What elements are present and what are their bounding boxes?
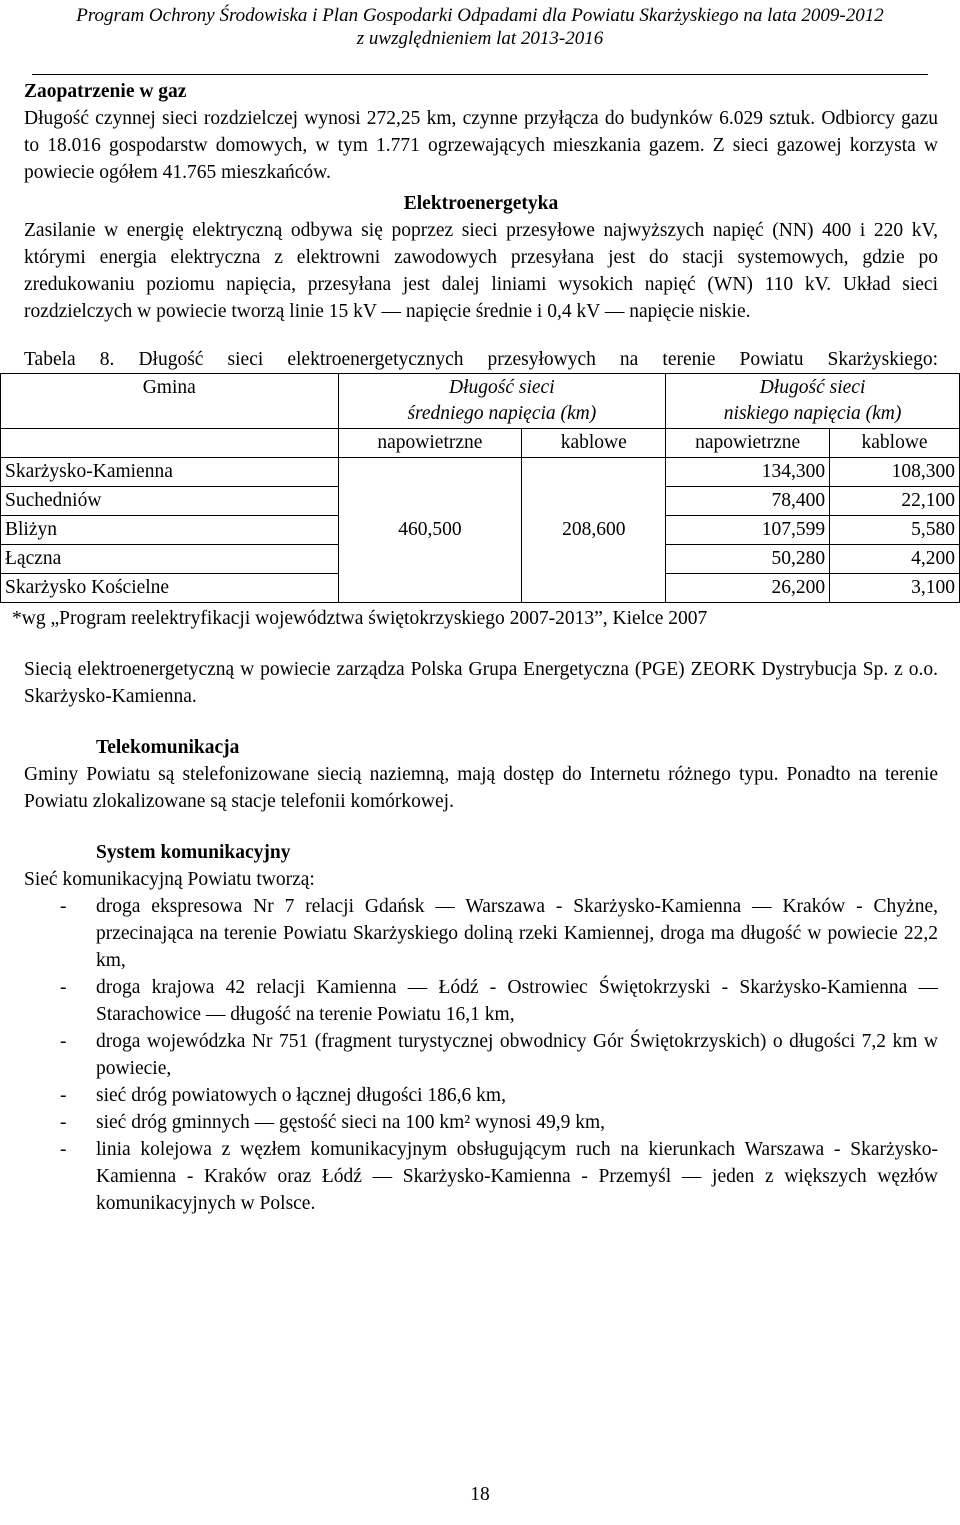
subheader-nn-napowietrzne: napowietrzne bbox=[666, 429, 830, 458]
list-item-text: droga wojewódzka Nr 751 (fragment turystycznej obwodnicy Gór Świętokrzyskich) o długości 7,2 km w powiecie, bbox=[96, 1031, 938, 1079]
cell-gmina: Suchedniów bbox=[1, 487, 339, 516]
header-line-2: z uwzględnieniem lat 2013-2016 bbox=[356, 28, 604, 49]
list-item-text: sieć dróg powiatowych o łącznej długości 186,6 km, bbox=[96, 1085, 506, 1106]
table-caption: Tabela 8. Długość sieci elektroenergetycznych przesyłowych na terenie Powiatu Skarżyskiego: bbox=[24, 349, 938, 370]
cell-sn-kablowe-total: 208,600 bbox=[522, 458, 666, 603]
header-medium-voltage-line2: średniego napięcia (km) bbox=[407, 403, 597, 424]
transport-list bbox=[24, 893, 938, 1217]
cell-nn-kablowe: 3,100 bbox=[830, 574, 960, 603]
telecom-paragraph: Gminy Powiatu są stelefonizowane siecią naziemną, mają dostęp do Internetu różnego typu. Ponadto na terenie Powiatu zlokalizowane są stacje telefonii komórkowej. bbox=[24, 764, 938, 812]
list-item-text: droga krajowa 42 relacji Kamienna — Łódź - Ostrowiec Świętokrzyski - Skarżysko-Kamienna — Starachowice — długość na terenie Powiatu 16,1 km, bbox=[96, 977, 938, 1025]
header-medium-voltage-line1: Długość sieci bbox=[449, 377, 555, 398]
cell-nn-napowietrzne: 50,280 bbox=[666, 545, 830, 574]
cell-nn-napowietrzne: 26,200 bbox=[666, 574, 830, 603]
cell-nn-kablowe: 22,100 bbox=[830, 487, 960, 516]
pge-paragraph: Siecią elektroenergetyczną w powiecie zarządza Polska Grupa Energetyczna (PGE) ZEORK Dystrybucja Sp. z o.o. Skarżysko-Kamienna. bbox=[24, 659, 938, 707]
list-item bbox=[24, 1109, 938, 1136]
cell-gmina: Łączna bbox=[1, 545, 339, 574]
cell-nn-napowietrzne: 134,300 bbox=[666, 458, 830, 487]
transport-heading: System komunikacyjny bbox=[96, 842, 291, 863]
subheader-nn-kablowe: kablowe bbox=[830, 429, 960, 458]
header-rule bbox=[32, 74, 928, 75]
cell-nn-napowietrzne: 107,599 bbox=[666, 516, 830, 545]
gas-heading: Zaopatrzenie w gaz bbox=[24, 81, 187, 102]
cell-gmina: Bliżyn bbox=[1, 516, 339, 545]
cell-nn-kablowe: 108,300 bbox=[830, 458, 960, 487]
table-row bbox=[1, 458, 960, 487]
telecom-heading: Telekomunikacja bbox=[96, 737, 240, 758]
header-low-voltage-line2: niskiego napięcia (km) bbox=[723, 403, 902, 424]
list-item-text: sieć dróg gminnych — gęstość sieci na 100 km² wynosi 49,9 km, bbox=[96, 1112, 605, 1133]
electric-paragraph: Zasilanie w energię elektryczną odbywa się poprzez sieci przesyłowe najwyższych napięć (NN) 400 i 220 kV, którymi energia elektryczna z elektrowni zawodowych przesyłana jest do stacji systemowych, gdzie po zredukowaniu poziomu napięcia, przesyłana jest dalej liniami wysokich napięć (WN) 110 kV. Układ sieci rozdzielczych w powiecie tworzą linie 15 kV — napięcie średnie i 0,4 kV — napięcie niskie. bbox=[24, 220, 938, 322]
gas-paragraph: Długość czynnej sieci rozdzielczej wynosi 272,25 km, czynne przyłącza do budynków 6.029 sztuk. Odbiorcy gazu to 18.016 gospodarstw domowych, w tym 1.771 ogrzewających mieszkania gazem. Z sieci gazowej korzysta w powiecie ogółem 41.765 mieszkańców. bbox=[24, 108, 938, 183]
subheader-empty bbox=[1, 429, 339, 458]
list-item-text: linia kolejowa z węzłem komunikacyjnym obsługującym ruch na kierunkach Warszawa - Skarżysko-Kamienna - Kraków oraz Łódź — Skarżysko-Kamienna - Przemyśl — jeden z większych węzłów komunikacyjnych w Polsce. bbox=[96, 1139, 938, 1214]
list-item-text: droga ekspresowa Nr 7 relacji Gdańsk — Warszawa - Skarżysko-Kamienna — Kraków - Chyżne, przecinająca na terenie Powiatu Skarżyskiego doliną rzeki Kamiennej, droga ma długość w powiecie 22,2 km, bbox=[96, 896, 938, 971]
list-item bbox=[24, 1082, 938, 1109]
list-dash: - bbox=[60, 1031, 67, 1052]
list-item bbox=[24, 1028, 938, 1082]
list-item bbox=[24, 893, 938, 974]
cell-nn-napowietrzne: 78,400 bbox=[666, 487, 830, 516]
spacer bbox=[24, 325, 938, 346]
header-gmina: Gmina bbox=[1, 374, 339, 429]
running-header bbox=[0, 4, 960, 50]
table-subheader-row bbox=[1, 429, 960, 458]
spacer bbox=[24, 815, 938, 839]
header-medium-voltage bbox=[338, 374, 666, 429]
spacer bbox=[24, 710, 938, 734]
cell-nn-kablowe: 5,580 bbox=[830, 516, 960, 545]
subheader-sn-napowietrzne: napowietrzne bbox=[338, 429, 522, 458]
header-low-voltage-line1: Długość sieci bbox=[759, 377, 866, 398]
table-source-note: *wg „Program reelektryfikacji województwa świętokrzyskiego 2007-2013”, Kielce 2007 bbox=[12, 608, 708, 629]
page-number: 18 bbox=[470, 1484, 490, 1505]
list-item bbox=[24, 1136, 938, 1217]
subheader-sn-kablowe: kablowe bbox=[522, 429, 666, 458]
spacer bbox=[24, 632, 938, 656]
list-dash: - bbox=[60, 1085, 67, 1106]
header-line-1: Program Ochrony Środowiska i Plan Gospodarki Odpadami dla Powiatu Skarżyskiego na lata 2009-2012 bbox=[76, 5, 884, 26]
cell-gmina: Skarżysko Kościelne bbox=[1, 574, 339, 603]
list-dash: - bbox=[60, 896, 67, 917]
header-low-voltage bbox=[666, 374, 960, 429]
list-dash: - bbox=[60, 1112, 67, 1133]
cell-gmina: Skarżysko-Kamienna bbox=[1, 458, 339, 487]
cell-sn-napowietrzne-total: 460,500 bbox=[338, 458, 522, 603]
list-item bbox=[24, 974, 938, 1028]
list-dash: - bbox=[60, 977, 67, 998]
electric-network-table bbox=[0, 373, 960, 603]
list-dash: - bbox=[60, 1139, 67, 1160]
page-content bbox=[5, 78, 955, 1217]
table-header-row bbox=[1, 374, 960, 429]
electric-heading: Elektroenergetyka bbox=[403, 193, 559, 214]
cell-nn-kablowe: 4,200 bbox=[830, 545, 960, 574]
transport-intro: Sieć komunikacyjną Powiatu tworzą: bbox=[24, 869, 315, 890]
